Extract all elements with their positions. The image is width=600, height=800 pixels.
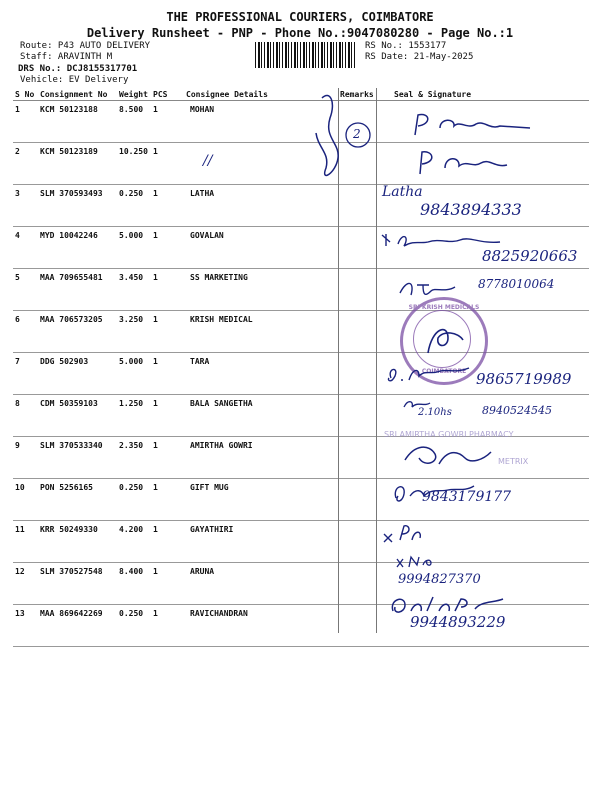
signature-row9 (395, 440, 495, 470)
cell-sno: 8 (13, 395, 38, 437)
faint-metrix-stamp: METRIX (498, 457, 529, 466)
cell-pcs: 1 (151, 185, 184, 227)
cell-consignee: MOHAN (184, 101, 338, 143)
signature-row1 (410, 110, 550, 140)
barcode (255, 42, 357, 68)
cell-consignee: GIFT MUG (184, 479, 338, 521)
cell-remarks (338, 479, 374, 521)
cell-weight: 1.250 (117, 395, 151, 437)
cell-sno: 13 (13, 605, 38, 647)
cell-consignment: SLM 370593493 (38, 185, 117, 227)
cell-weight: 2.350 (117, 437, 151, 479)
cell-sno: 7 (13, 353, 38, 395)
cell-consignment: MYD 10042246 (38, 227, 117, 269)
remarks-mark: 2 (353, 127, 361, 141)
cell-consignment: SLM 370527548 (38, 563, 117, 605)
remarks-scribble (300, 88, 380, 188)
phone-row4: 8825920663 (482, 247, 578, 265)
staff-label: Staff: ARAVINTH M (20, 52, 113, 62)
cell-sno: 4 (13, 227, 38, 269)
seal-title: SRI KRISH MEDICALS (408, 304, 480, 311)
time-row8: 2.10hs (418, 407, 452, 418)
cell-remarks (338, 395, 374, 437)
cell-pcs: 1 (151, 227, 184, 269)
cell-consignee: ARUNA (184, 563, 338, 605)
col-consignment: Consignment No (38, 88, 117, 101)
cell-weight: 8.400 (117, 563, 151, 605)
cell-pcs: 1 (151, 101, 184, 143)
vehicle-label: Vehicle: EV Delivery (20, 75, 129, 85)
cell-remarks (338, 269, 374, 311)
col-sno: S No (13, 88, 38, 101)
cell-sno: 3 (13, 185, 38, 227)
cell-sno: 11 (13, 521, 38, 563)
cell-sno: 10 (13, 479, 38, 521)
signature-row7 (385, 362, 485, 386)
phone-row5: 8778010064 (478, 277, 555, 291)
cell-consignee: RAVICHANDRAN (184, 605, 338, 647)
ditto-mark: // (203, 153, 213, 169)
cell-consignment: MAA 706573205 (38, 311, 117, 353)
cell-consignment: KCM 50123189 (38, 143, 117, 185)
cell-pcs: 1 (151, 479, 184, 521)
cell-consignee: SS MARKETING (184, 269, 338, 311)
cell-consignee: GAYATHIRI (184, 521, 338, 563)
cell-remarks (338, 311, 374, 353)
runsheet-title: THE PROFESSIONAL COURIERS, COIMBATORE (166, 10, 434, 24)
cell-weight: 0.250 (117, 185, 151, 227)
cell-pcs: 1 (151, 563, 184, 605)
phone-row3: 9843894333 (420, 200, 522, 219)
cell-remarks (338, 521, 374, 563)
cell-consignment: PON 5256165 (38, 479, 117, 521)
signature-row2 (415, 148, 535, 178)
cell-consignee: GOVALAN (184, 227, 338, 269)
cell-consignment: DDG 502903 (38, 353, 117, 395)
cell-consignee: TARA (184, 353, 338, 395)
cell-pcs: 1 (151, 395, 184, 437)
cell-weight: 10.250 (117, 143, 151, 185)
cell-consignee: KRISH MEDICAL (184, 311, 338, 353)
cell-consignment: KCM 50123188 (38, 101, 117, 143)
col-remarks: Remarks (340, 89, 374, 99)
phone-row10: 9843179177 (422, 489, 512, 505)
route-label: Route: P43 AUTO DELIVERY (20, 41, 151, 51)
cell-remarks (338, 605, 374, 647)
cell-remarks (338, 353, 374, 395)
cell-consignment: SLM 370533340 (38, 437, 117, 479)
signature-name-row3: Latha (382, 184, 423, 200)
col-pcs: PCS (151, 88, 184, 101)
rs-date: RS Date: 21-May-2025 (365, 52, 474, 62)
cell-sno: 5 (13, 269, 38, 311)
cell-consignment: KRR 50249330 (38, 521, 117, 563)
col-weight: Weight (117, 88, 151, 101)
cell-weight: 3.450 (117, 269, 151, 311)
phone-row12: 9994827370 (398, 572, 481, 587)
cell-sno: 1 (13, 101, 38, 143)
cell-pcs: 1 (151, 311, 184, 353)
cell-pcs: 1 (151, 269, 184, 311)
table-row (13, 521, 589, 563)
cell-pcs: 1 (151, 521, 184, 563)
cell-consignee: AMIRTHA GOWRI (184, 437, 338, 479)
phone-row8: 8940524545 (482, 404, 552, 417)
cell-consignee: BALA SANGETHA (184, 395, 338, 437)
cell-sno: 2 (13, 143, 38, 185)
cell-consignment: MAA 709655481 (38, 269, 117, 311)
cell-weight: 8.500 (117, 101, 151, 143)
cell-consignment: MAA 869642269 (38, 605, 117, 647)
cell-remarks (338, 227, 374, 269)
cell-pcs: 1 (151, 605, 184, 647)
faint-pharmacy-stamp: SRI AMIRTHA GOWRI PHARMACY (384, 430, 514, 439)
cell-sno: 6 (13, 311, 38, 353)
table-row (13, 311, 589, 353)
signature-row6 (418, 318, 478, 358)
cell-remarks (338, 185, 374, 227)
cell-sno: 9 (13, 437, 38, 479)
cell-weight: 4.200 (117, 521, 151, 563)
phone-row7: 9865719989 (476, 370, 572, 388)
col-consignee: Consignee Details (184, 88, 338, 101)
cell-pcs: 1 (151, 143, 184, 185)
cell-consignee: LATHA (184, 185, 338, 227)
cell-consignment: CDM 50359103 (38, 395, 117, 437)
cell-pcs: 1 (151, 353, 184, 395)
cell-remarks (338, 437, 374, 479)
phone-row13: 9944893229 (410, 613, 506, 631)
col-signature: Seal & Signature (374, 88, 589, 101)
runsheet-subtitle: Delivery Runsheet - PNP - Phone No.:9047080280 - Page No.:1 (86, 26, 514, 40)
cell-remarks (338, 563, 374, 605)
signature-row11 (380, 520, 430, 546)
cell-weight: 3.250 (117, 311, 151, 353)
cell-weight: 5.000 (117, 227, 151, 269)
cell-weight: 0.250 (117, 479, 151, 521)
rs-number: RS No.: 1553177 (365, 41, 447, 51)
cell-sno: 12 (13, 563, 38, 605)
seal-subtitle: COIMBATORE (421, 368, 467, 375)
signature-row12 (395, 553, 445, 569)
drs-number: DRS No.: DCJ8155317701 (18, 64, 138, 74)
cell-weight: 0.250 (117, 605, 151, 647)
cell-weight: 5.000 (117, 353, 151, 395)
cell-pcs: 1 (151, 437, 184, 479)
